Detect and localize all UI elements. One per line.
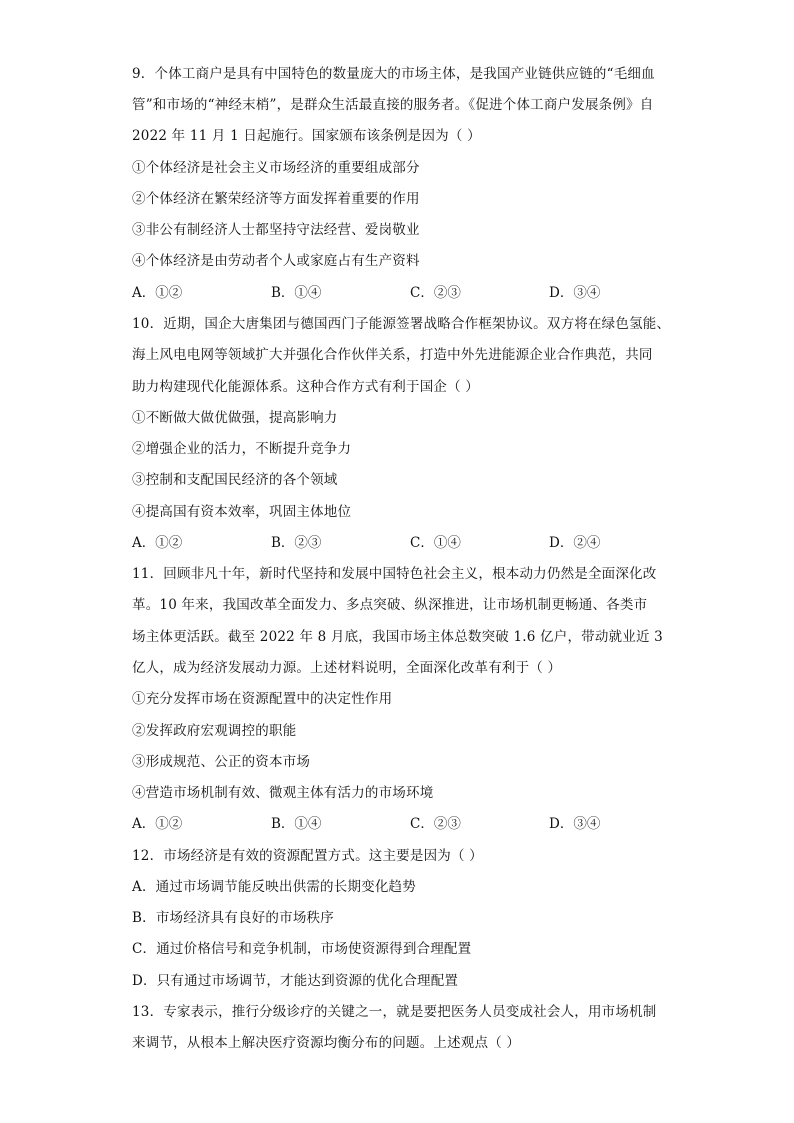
q11-stem-line-4: 亿人，成为经济发展动力源。上述材料说明，全面深化改革有利于（ ） (132, 660, 562, 676)
q12-option-d: D．只有通过市场调节，才能达到资源的优化合理配置 (132, 973, 459, 989)
q11-statement-1: ①充分发挥市场在资源配置中的决定性作用 (132, 691, 393, 707)
q11-stem-line-3: 场主体更活跃。截至 2022 年 8 月底，我国市场主体总数突破 1.6 亿户，带动就业近 3 (132, 629, 663, 645)
q10-option-d: D．②④ (549, 535, 601, 551)
q9-option-a: A．①② (132, 285, 183, 301)
q9-options (132, 283, 672, 303)
q10-statement-4: ④提高国有资本效率，巩固主体地位 (132, 504, 352, 520)
q9-option-b: B．①④ (271, 285, 322, 301)
q11-statement-3: ③形成规范、公正的资本市场 (132, 754, 311, 770)
q12-option-b: B．市场经济具有良好的市场秩序 (132, 910, 334, 926)
q10-statement-1: ①不断做大做优做强，提高影响力 (132, 410, 338, 426)
q10-options (132, 533, 672, 553)
q11-statement-2: ②发挥政府宏观调控的职能 (132, 723, 297, 739)
q11-option-d: D．③④ (549, 816, 601, 832)
q9-stem-line-1: 9．个体工商户是具有中国特色的数量庞大的市场主体，是我国产业链供应链的“毛细血 (132, 66, 655, 82)
q10-option-c: C．①④ (410, 535, 461, 551)
q9-statement-4: ④个体经济是由劳动者个人或家庭占有生产资料 (132, 253, 420, 269)
q9-stem-line-2: 管”和市场的“神经末梢”，是群众生活最直接的服务者。《促进个体工商户发展条例》自 (132, 97, 654, 113)
q11-statement-4: ④营造市场机制有效、微观主体有活力的市场环境 (132, 785, 434, 801)
q11-option-b: B．①④ (271, 816, 322, 832)
q9-statement-2: ②个体经济在繁荣经济等方面发挥着重要的作用 (132, 191, 420, 207)
q11-option-a: A．①② (132, 816, 183, 832)
q11-option-c: C．②③ (410, 816, 461, 832)
q12-option-a: A．通过市场调节能反映出供需的长期变化趋势 (132, 879, 416, 895)
q10-option-a: A．①② (132, 535, 183, 551)
q9-statement-3: ③非公有制经济人士都坚持守法经营、爱岗敬业 (132, 222, 420, 238)
q13-stem-line-1: 13．专家表示，推行分级诊疗的关键之一，就是要把医务人员变成社会人，用市场机制 (132, 1004, 657, 1020)
q9-option-d: D．③④ (549, 285, 601, 301)
q9-stem-line-3: 2022 年 11 月 1 日起施行。国家颁布该条例是因为（ ） (132, 128, 481, 144)
q11-stem-line-1: 11．回顾非凡十年，新时代坚持和发展中国特色社会主义，根本动力仍然是全面深化改 (132, 566, 657, 582)
q10-statement-2: ②增强企业的活力，不断提升竞争力 (132, 441, 352, 457)
q9-statement-1: ①个体经济是社会主义市场经济的重要组成部分 (132, 160, 420, 176)
q10-stem-line-1: 10．近期，国企大唐集团与德国西门子能源签署战略合作框架协议。双方将在绿色氢能、 (132, 316, 671, 332)
q9-option-c: C．②③ (410, 285, 461, 301)
q10-stem-line-3: 助力构建现代化能源体系。这种合作方式有利于国企（ ） (132, 379, 479, 395)
q12-option-c: C．通过价格信号和竞争机制，市场使资源得到合理配置 (132, 941, 472, 957)
q11-stem-line-2: 革。10 年来，我国改革全面发力、多点突破、纵深推进，让市场机制更畅通、各类市 (132, 597, 648, 613)
q10-statement-3: ③控制和支配国民经济的各个领域 (132, 472, 338, 488)
q13-stem-line-2: 来调节，从根本上解决医疗资源均衡分布的问题。上述观点（ ） (132, 1035, 521, 1051)
q10-stem-line-2: 海上风电电网等领域扩大并强化合作伙伴关系，打造中外先进能源企业合作典范，共同 (132, 347, 653, 363)
q12-stem-line-1: 12．市场经济是有效的资源配置方式。这主要是因为（ ） (132, 848, 483, 864)
q11-options (132, 814, 672, 834)
q10-option-b: B．②③ (271, 535, 322, 551)
